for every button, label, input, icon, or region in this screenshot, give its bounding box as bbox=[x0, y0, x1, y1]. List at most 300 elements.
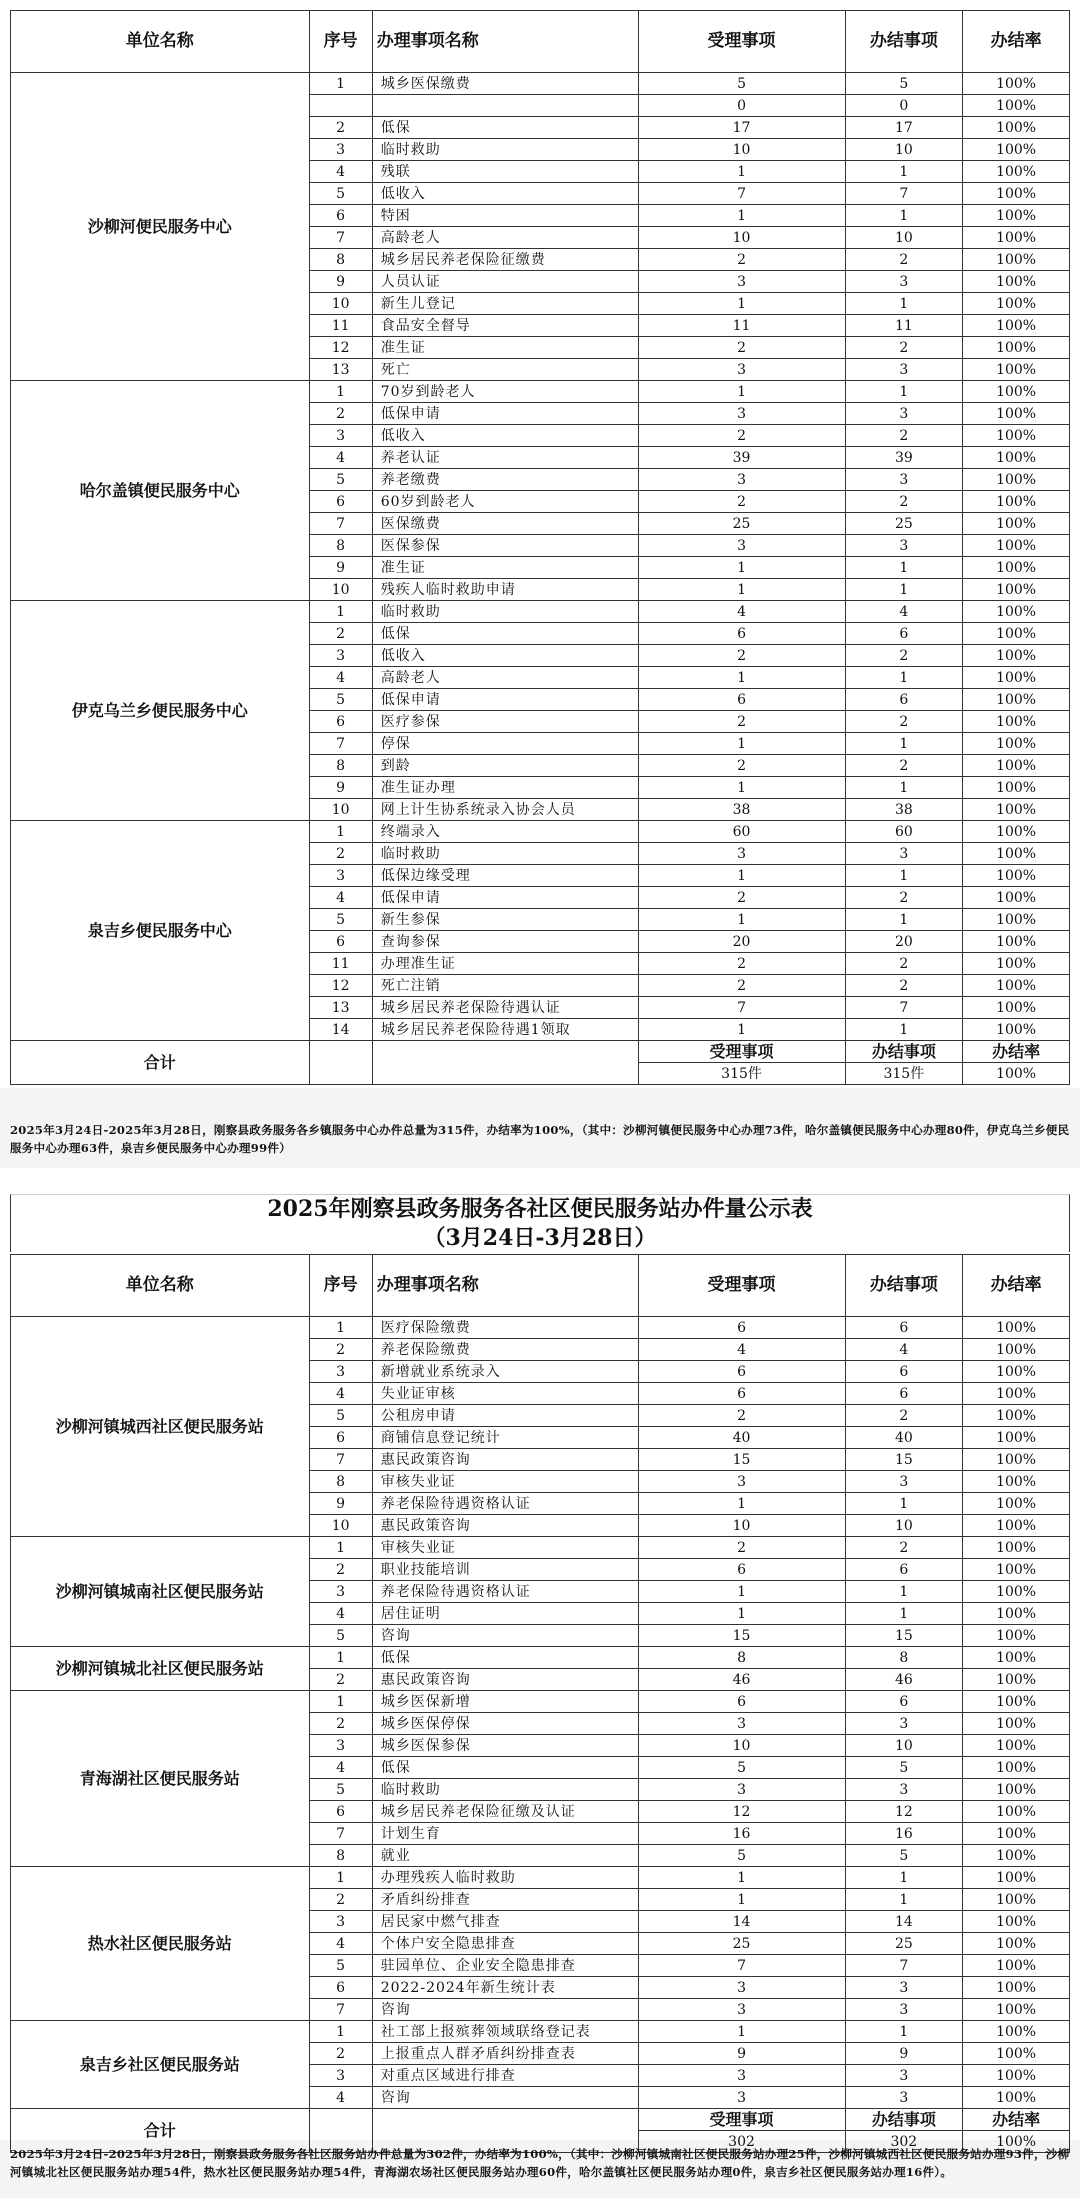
accepted-count: 2 bbox=[638, 1405, 845, 1427]
accepted-count: 1 bbox=[638, 1889, 845, 1911]
completion-rate: 100% bbox=[963, 1317, 1070, 1339]
item-name: 死亡 bbox=[372, 359, 638, 381]
row-number: 10 bbox=[309, 293, 372, 315]
row-number: 1 bbox=[309, 1647, 372, 1669]
row-number: 9 bbox=[309, 557, 372, 579]
completed-count: 20 bbox=[845, 931, 963, 953]
completion-rate: 100% bbox=[963, 161, 1070, 183]
row-number bbox=[309, 95, 372, 117]
item-name: 养老认证 bbox=[372, 447, 638, 469]
completion-rate: 100% bbox=[963, 425, 1070, 447]
completion-rate: 100% bbox=[963, 535, 1070, 557]
community-station-table bbox=[10, 1254, 1070, 2153]
row-number: 12 bbox=[309, 337, 372, 359]
table-row bbox=[11, 1691, 1070, 1713]
completed-count: 3 bbox=[845, 843, 963, 865]
item-name: 低保 bbox=[372, 117, 638, 139]
completion-rate: 100% bbox=[963, 1427, 1070, 1449]
completed-count: 2 bbox=[845, 711, 963, 733]
header-item: 办理事项名称 bbox=[372, 11, 638, 73]
completed-count: 3 bbox=[845, 535, 963, 557]
row-number: 4 bbox=[309, 1383, 372, 1405]
completion-rate: 100% bbox=[963, 557, 1070, 579]
item-name: 临时救助 bbox=[372, 1779, 638, 1801]
accepted-count: 3 bbox=[638, 535, 845, 557]
unit-name-cell: 伊克乌兰乡便民服务中心 bbox=[11, 601, 310, 821]
total-accepted-value: 315件 bbox=[638, 1063, 845, 1085]
completed-count: 2 bbox=[845, 1405, 963, 1427]
row-number: 5 bbox=[309, 1955, 372, 1977]
header-completed: 办结事项 bbox=[845, 1255, 963, 1317]
completion-rate: 100% bbox=[963, 205, 1070, 227]
completion-rate: 100% bbox=[963, 2087, 1070, 2109]
accepted-count: 10 bbox=[638, 139, 845, 161]
completion-rate: 100% bbox=[963, 1625, 1070, 1647]
total-rate-label: 办结率 bbox=[963, 2109, 1070, 2131]
accepted-count: 14 bbox=[638, 1911, 845, 1933]
completion-rate: 100% bbox=[963, 1977, 1070, 1999]
completion-rate: 100% bbox=[963, 1603, 1070, 1625]
accepted-count: 6 bbox=[638, 623, 845, 645]
completion-rate: 100% bbox=[963, 601, 1070, 623]
item-name: 人员认证 bbox=[372, 271, 638, 293]
table2-section bbox=[10, 1254, 1070, 2153]
table1-section bbox=[10, 10, 1070, 1085]
completion-rate: 100% bbox=[963, 953, 1070, 975]
accepted-count: 2 bbox=[638, 711, 845, 733]
row-number: 7 bbox=[309, 513, 372, 535]
completion-rate: 100% bbox=[963, 469, 1070, 491]
completion-rate: 100% bbox=[963, 73, 1070, 95]
unit-name-cell: 沙柳河便民服务中心 bbox=[11, 73, 310, 381]
item-name: 惠民政策咨询 bbox=[372, 1449, 638, 1471]
total-rate-value: 100% bbox=[963, 2131, 1070, 2153]
row-number: 4 bbox=[309, 2087, 372, 2109]
row-number: 2 bbox=[309, 1889, 372, 1911]
row-number: 9 bbox=[309, 777, 372, 799]
row-number: 2 bbox=[309, 117, 372, 139]
item-name: 商铺信息登记统计 bbox=[372, 1427, 638, 1449]
completed-count: 2 bbox=[845, 645, 963, 667]
row-number: 6 bbox=[309, 491, 372, 513]
completed-count: 10 bbox=[845, 1735, 963, 1757]
completed-count: 12 bbox=[845, 1801, 963, 1823]
completion-rate: 100% bbox=[963, 1889, 1070, 1911]
completion-rate: 100% bbox=[963, 579, 1070, 601]
row-number: 3 bbox=[309, 139, 372, 161]
header-rate: 办结率 bbox=[963, 1255, 1070, 1317]
item-name: 城乡居民养老保险待遇1领取 bbox=[372, 1019, 638, 1041]
completed-count: 1 bbox=[845, 381, 963, 403]
item-name: 居民家中燃气排查 bbox=[372, 1911, 638, 1933]
unit-name-cell: 沙柳河镇城西社区便民服务站 bbox=[11, 1317, 310, 1537]
item-name: 上报重点人群矛盾纠纷排查表 bbox=[372, 2043, 638, 2065]
completion-rate: 100% bbox=[963, 117, 1070, 139]
item-name: 低保 bbox=[372, 1647, 638, 1669]
accepted-count: 1 bbox=[638, 557, 845, 579]
header-rate: 办结率 bbox=[963, 11, 1070, 73]
accepted-count: 25 bbox=[638, 513, 845, 535]
table-row bbox=[11, 601, 1070, 623]
completed-count: 3 bbox=[845, 2065, 963, 2087]
header-row bbox=[11, 11, 1070, 73]
completion-rate: 100% bbox=[963, 1955, 1070, 1977]
completion-rate: 100% bbox=[963, 139, 1070, 161]
accepted-count: 6 bbox=[638, 1559, 845, 1581]
completed-count: 3 bbox=[845, 271, 963, 293]
item-name: 低收入 bbox=[372, 645, 638, 667]
completed-count: 11 bbox=[845, 315, 963, 337]
table2-title bbox=[10, 1194, 1070, 1252]
row-number: 1 bbox=[309, 381, 372, 403]
item-name: 城乡居民养老保险征缴及认证 bbox=[372, 1801, 638, 1823]
completion-rate: 100% bbox=[963, 689, 1070, 711]
row-number: 5 bbox=[309, 469, 372, 491]
completion-rate: 100% bbox=[963, 1691, 1070, 1713]
row-number: 2 bbox=[309, 1559, 372, 1581]
accepted-count: 2 bbox=[638, 953, 845, 975]
completed-count: 1 bbox=[845, 777, 963, 799]
completion-rate: 100% bbox=[963, 1515, 1070, 1537]
row-number: 12 bbox=[309, 975, 372, 997]
completion-rate: 100% bbox=[963, 95, 1070, 117]
completed-count: 1 bbox=[845, 909, 963, 931]
item-name: 低保申请 bbox=[372, 689, 638, 711]
item-name: 养老保险缴费 bbox=[372, 1339, 638, 1361]
completed-count: 7 bbox=[845, 997, 963, 1019]
accepted-count: 10 bbox=[638, 1515, 845, 1537]
completed-count: 1 bbox=[845, 865, 963, 887]
note1-text: 2025年3月24日-2025年3月28日，刚察县政务服务各乡镇服务中心办件总量为315件，办结率为100%，（其中：沙柳河镇便民服务中心办理73件，哈尔盖镇便民服务中心办理80件，伊克乌兰乡便民服务中心办理63件，泉吉乡便民服务中心办理99件） bbox=[10, 1123, 1070, 1155]
completed-count: 3 bbox=[845, 1779, 963, 1801]
accepted-count: 60 bbox=[638, 821, 845, 843]
accepted-count: 39 bbox=[638, 447, 845, 469]
item-name: 查询参保 bbox=[372, 931, 638, 953]
completed-count: 5 bbox=[845, 1757, 963, 1779]
completion-rate: 100% bbox=[963, 975, 1070, 997]
completed-count: 1 bbox=[845, 161, 963, 183]
completed-count: 5 bbox=[845, 1845, 963, 1867]
item-name bbox=[372, 95, 638, 117]
completion-rate: 100% bbox=[963, 1559, 1070, 1581]
accepted-count: 11 bbox=[638, 315, 845, 337]
item-name: 居住证明 bbox=[372, 1603, 638, 1625]
row-number: 2 bbox=[309, 2043, 372, 2065]
completed-count: 2 bbox=[845, 491, 963, 513]
total-rate-value: 100% bbox=[963, 1063, 1070, 1085]
item-name: 公租房申请 bbox=[372, 1405, 638, 1427]
row-number: 6 bbox=[309, 1801, 372, 1823]
completed-count: 2 bbox=[845, 425, 963, 447]
completed-count: 3 bbox=[845, 403, 963, 425]
row-number: 1 bbox=[309, 2021, 372, 2043]
completed-count: 1 bbox=[845, 1493, 963, 1515]
accepted-count: 3 bbox=[638, 1471, 845, 1493]
accepted-count: 8 bbox=[638, 1647, 845, 1669]
item-name: 养老缴费 bbox=[372, 469, 638, 491]
item-name: 失业证审核 bbox=[372, 1383, 638, 1405]
completion-rate: 100% bbox=[963, 1735, 1070, 1757]
item-name: 低保 bbox=[372, 623, 638, 645]
row-number: 5 bbox=[309, 1405, 372, 1427]
completion-rate: 100% bbox=[963, 1339, 1070, 1361]
item-name: 惠民政策咨询 bbox=[372, 1669, 638, 1691]
table-row bbox=[11, 1867, 1070, 1889]
completion-rate: 100% bbox=[963, 491, 1070, 513]
completed-count: 40 bbox=[845, 1427, 963, 1449]
completion-rate: 100% bbox=[963, 249, 1070, 271]
accepted-count: 1 bbox=[638, 205, 845, 227]
accepted-count: 1 bbox=[638, 733, 845, 755]
completed-count: 17 bbox=[845, 117, 963, 139]
accepted-count: 2 bbox=[638, 645, 845, 667]
completion-rate: 100% bbox=[963, 997, 1070, 1019]
completion-rate: 100% bbox=[963, 1669, 1070, 1691]
completion-rate: 100% bbox=[963, 799, 1070, 821]
row-number: 5 bbox=[309, 909, 372, 931]
completion-rate: 100% bbox=[963, 1757, 1070, 1779]
completion-rate: 100% bbox=[963, 1449, 1070, 1471]
completed-count: 6 bbox=[845, 1691, 963, 1713]
accepted-count: 1 bbox=[638, 2021, 845, 2043]
item-name: 临时救助 bbox=[372, 139, 638, 161]
completed-count: 6 bbox=[845, 689, 963, 711]
completed-count: 39 bbox=[845, 447, 963, 469]
completed-count: 6 bbox=[845, 1317, 963, 1339]
accepted-count: 3 bbox=[638, 2087, 845, 2109]
accepted-count: 1 bbox=[638, 1603, 845, 1625]
total-row bbox=[11, 1041, 1070, 1063]
completion-rate: 100% bbox=[963, 887, 1070, 909]
completion-rate: 100% bbox=[963, 931, 1070, 953]
completed-count: 15 bbox=[845, 1449, 963, 1471]
row-number: 2 bbox=[309, 843, 372, 865]
item-name: 养老保险待遇资格认证 bbox=[372, 1493, 638, 1515]
completion-rate: 100% bbox=[963, 2021, 1070, 2043]
item-name: 残疾人临时救助申请 bbox=[372, 579, 638, 601]
total-completed-value: 315件 bbox=[845, 1063, 963, 1085]
completion-rate: 100% bbox=[963, 315, 1070, 337]
completion-rate: 100% bbox=[963, 1911, 1070, 1933]
item-name: 社工部上报殡葬领域联络登记表 bbox=[372, 2021, 638, 2043]
completed-count: 46 bbox=[845, 1669, 963, 1691]
accepted-count: 10 bbox=[638, 1735, 845, 1757]
completion-rate: 100% bbox=[963, 1867, 1070, 1889]
completed-count: 16 bbox=[845, 1823, 963, 1845]
row-number: 4 bbox=[309, 1757, 372, 1779]
table2-title-line2: （3月24日-3月28日） bbox=[423, 1224, 657, 1251]
header-accepted: 受理事项 bbox=[638, 11, 845, 73]
completed-count: 8 bbox=[845, 1647, 963, 1669]
completed-count: 0 bbox=[845, 95, 963, 117]
row-number: 1 bbox=[309, 821, 372, 843]
accepted-count: 2 bbox=[638, 249, 845, 271]
row-number: 6 bbox=[309, 711, 372, 733]
row-number: 10 bbox=[309, 799, 372, 821]
completed-count: 1 bbox=[845, 293, 963, 315]
completed-count: 9 bbox=[845, 2043, 963, 2065]
completed-count: 10 bbox=[845, 227, 963, 249]
row-number: 7 bbox=[309, 227, 372, 249]
item-name: 高龄老人 bbox=[372, 227, 638, 249]
item-name: 残联 bbox=[372, 161, 638, 183]
row-number: 3 bbox=[309, 425, 372, 447]
completion-rate: 100% bbox=[963, 777, 1070, 799]
row-number: 3 bbox=[309, 1361, 372, 1383]
accepted-count: 1 bbox=[638, 777, 845, 799]
unit-name-cell: 沙柳河镇城北社区便民服务站 bbox=[11, 1647, 310, 1691]
unit-name-cell: 泉吉乡便民服务中心 bbox=[11, 821, 310, 1041]
accepted-count: 2 bbox=[638, 975, 845, 997]
completion-rate: 100% bbox=[963, 821, 1070, 843]
completion-rate: 100% bbox=[963, 733, 1070, 755]
completion-rate: 100% bbox=[963, 1845, 1070, 1867]
completion-rate: 100% bbox=[963, 1999, 1070, 2021]
completion-rate: 100% bbox=[963, 1801, 1070, 1823]
accepted-count: 0 bbox=[638, 95, 845, 117]
header-item: 办理事项名称 bbox=[372, 1255, 638, 1317]
accepted-count: 6 bbox=[638, 1383, 845, 1405]
row-number: 8 bbox=[309, 1845, 372, 1867]
item-name: 特困 bbox=[372, 205, 638, 227]
completed-count: 6 bbox=[845, 1361, 963, 1383]
accepted-count: 5 bbox=[638, 1757, 845, 1779]
completed-count: 10 bbox=[845, 1515, 963, 1537]
item-name: 低保边缘受理 bbox=[372, 865, 638, 887]
row-number: 1 bbox=[309, 1867, 372, 1889]
row-number: 3 bbox=[309, 1581, 372, 1603]
note2-text: 2025年3月24日-2025年3月28日，刚察县政务服务各社区服务站办件总量为302件，办结率为100%，（其中：沙柳河镇城南社区便民服务站办理25件，沙柳河镇城西社区便民服务站办理93件，沙柳河镇城北社区便民服务站办理54件，热水社区便民服务站办理54件，青海湖农场社区便民服务站办理60件，哈尔盖镇社区便民服务站办理0件，泉吉乡社区便民服务站办理16件）。 bbox=[10, 2147, 1070, 2179]
completion-rate: 100% bbox=[963, 447, 1070, 469]
item-name: 60岁到龄老人 bbox=[372, 491, 638, 513]
completion-rate: 100% bbox=[963, 403, 1070, 425]
completion-rate: 100% bbox=[963, 711, 1070, 733]
item-name: 对重点区域进行排查 bbox=[372, 2065, 638, 2087]
table-row bbox=[11, 821, 1070, 843]
header-accepted: 受理事项 bbox=[638, 1255, 845, 1317]
accepted-count: 4 bbox=[638, 1339, 845, 1361]
row-number: 11 bbox=[309, 315, 372, 337]
item-name: 城乡医保停保 bbox=[372, 1713, 638, 1735]
row-number: 4 bbox=[309, 1933, 372, 1955]
completion-rate: 100% bbox=[963, 909, 1070, 931]
completion-rate: 100% bbox=[963, 755, 1070, 777]
row-number: 7 bbox=[309, 1999, 372, 2021]
item-name: 临时救助 bbox=[372, 843, 638, 865]
item-name: 临时救助 bbox=[372, 601, 638, 623]
completed-count: 3 bbox=[845, 1471, 963, 1493]
total-label: 合计 bbox=[11, 2109, 310, 2153]
completed-count: 2 bbox=[845, 249, 963, 271]
item-name: 审核失业证 bbox=[372, 1471, 638, 1493]
item-name: 新增就业系统录入 bbox=[372, 1361, 638, 1383]
table2-title-line1: 2025年刚察县政务服务各社区便民服务站办件量公示表 bbox=[267, 1196, 813, 1222]
total-empty-item bbox=[372, 1041, 638, 1085]
row-number: 3 bbox=[309, 1735, 372, 1757]
accepted-count: 4 bbox=[638, 601, 845, 623]
accepted-count: 7 bbox=[638, 997, 845, 1019]
accepted-count: 10 bbox=[638, 227, 845, 249]
accepted-count: 3 bbox=[638, 403, 845, 425]
total-accepted-label: 受理事项 bbox=[638, 1041, 845, 1063]
item-name: 低收入 bbox=[372, 425, 638, 447]
table-row bbox=[11, 73, 1070, 95]
table-row bbox=[11, 2021, 1070, 2043]
completion-rate: 100% bbox=[963, 293, 1070, 315]
item-name: 养老保险待遇资格认证 bbox=[372, 1581, 638, 1603]
item-name: 职业技能培训 bbox=[372, 1559, 638, 1581]
completion-rate: 100% bbox=[963, 359, 1070, 381]
row-number: 7 bbox=[309, 733, 372, 755]
item-name: 驻园单位、企业安全隐患排查 bbox=[372, 1955, 638, 1977]
completed-count: 6 bbox=[845, 623, 963, 645]
row-number: 8 bbox=[309, 755, 372, 777]
item-name: 医疗参保 bbox=[372, 711, 638, 733]
completion-rate: 100% bbox=[963, 667, 1070, 689]
header-row bbox=[11, 1255, 1070, 1317]
unit-name-cell: 热水社区便民服务站 bbox=[11, 1867, 310, 2021]
item-name: 办理准生证 bbox=[372, 953, 638, 975]
header-completed: 办结事项 bbox=[845, 11, 963, 73]
completion-rate: 100% bbox=[963, 865, 1070, 887]
completion-rate: 100% bbox=[963, 623, 1070, 645]
row-number: 1 bbox=[309, 73, 372, 95]
accepted-count: 2 bbox=[638, 425, 845, 447]
accepted-count: 12 bbox=[638, 1801, 845, 1823]
accepted-count: 2 bbox=[638, 887, 845, 909]
completion-rate: 100% bbox=[963, 1537, 1070, 1559]
accepted-count: 1 bbox=[638, 1581, 845, 1603]
row-number: 3 bbox=[309, 645, 372, 667]
completed-count: 4 bbox=[845, 1339, 963, 1361]
accepted-count: 1 bbox=[638, 909, 845, 931]
total-row bbox=[11, 2109, 1070, 2131]
row-number: 5 bbox=[309, 183, 372, 205]
completed-count: 1 bbox=[845, 733, 963, 755]
accepted-count: 16 bbox=[638, 1823, 845, 1845]
item-name: 审核失业证 bbox=[372, 1537, 638, 1559]
accepted-count: 2 bbox=[638, 755, 845, 777]
accepted-count: 6 bbox=[638, 1317, 845, 1339]
item-name: 终端录入 bbox=[372, 821, 638, 843]
table-row bbox=[11, 381, 1070, 403]
accepted-count: 6 bbox=[638, 689, 845, 711]
accepted-count: 40 bbox=[638, 1427, 845, 1449]
row-number: 6 bbox=[309, 1977, 372, 1999]
item-name: 城乡医保缴费 bbox=[372, 73, 638, 95]
completed-count: 14 bbox=[845, 1911, 963, 1933]
completed-count: 6 bbox=[845, 1559, 963, 1581]
table-row bbox=[11, 1537, 1070, 1559]
completion-rate: 100% bbox=[963, 227, 1070, 249]
township-center-table bbox=[10, 10, 1070, 1085]
accepted-count: 15 bbox=[638, 1449, 845, 1471]
table-row bbox=[11, 1317, 1070, 1339]
row-number: 2 bbox=[309, 623, 372, 645]
row-number: 2 bbox=[309, 1713, 372, 1735]
accepted-count: 1 bbox=[638, 865, 845, 887]
total-completed-label: 办结事项 bbox=[845, 2109, 963, 2131]
completed-count: 3 bbox=[845, 469, 963, 491]
completion-rate: 100% bbox=[963, 2043, 1070, 2065]
completion-rate: 100% bbox=[963, 513, 1070, 535]
total-label: 合计 bbox=[11, 1041, 310, 1085]
item-name: 计划生育 bbox=[372, 1823, 638, 1845]
header-no: 序号 bbox=[309, 1255, 372, 1317]
item-name: 高龄老人 bbox=[372, 667, 638, 689]
completion-rate: 100% bbox=[963, 1933, 1070, 1955]
completed-count: 3 bbox=[845, 1999, 963, 2021]
